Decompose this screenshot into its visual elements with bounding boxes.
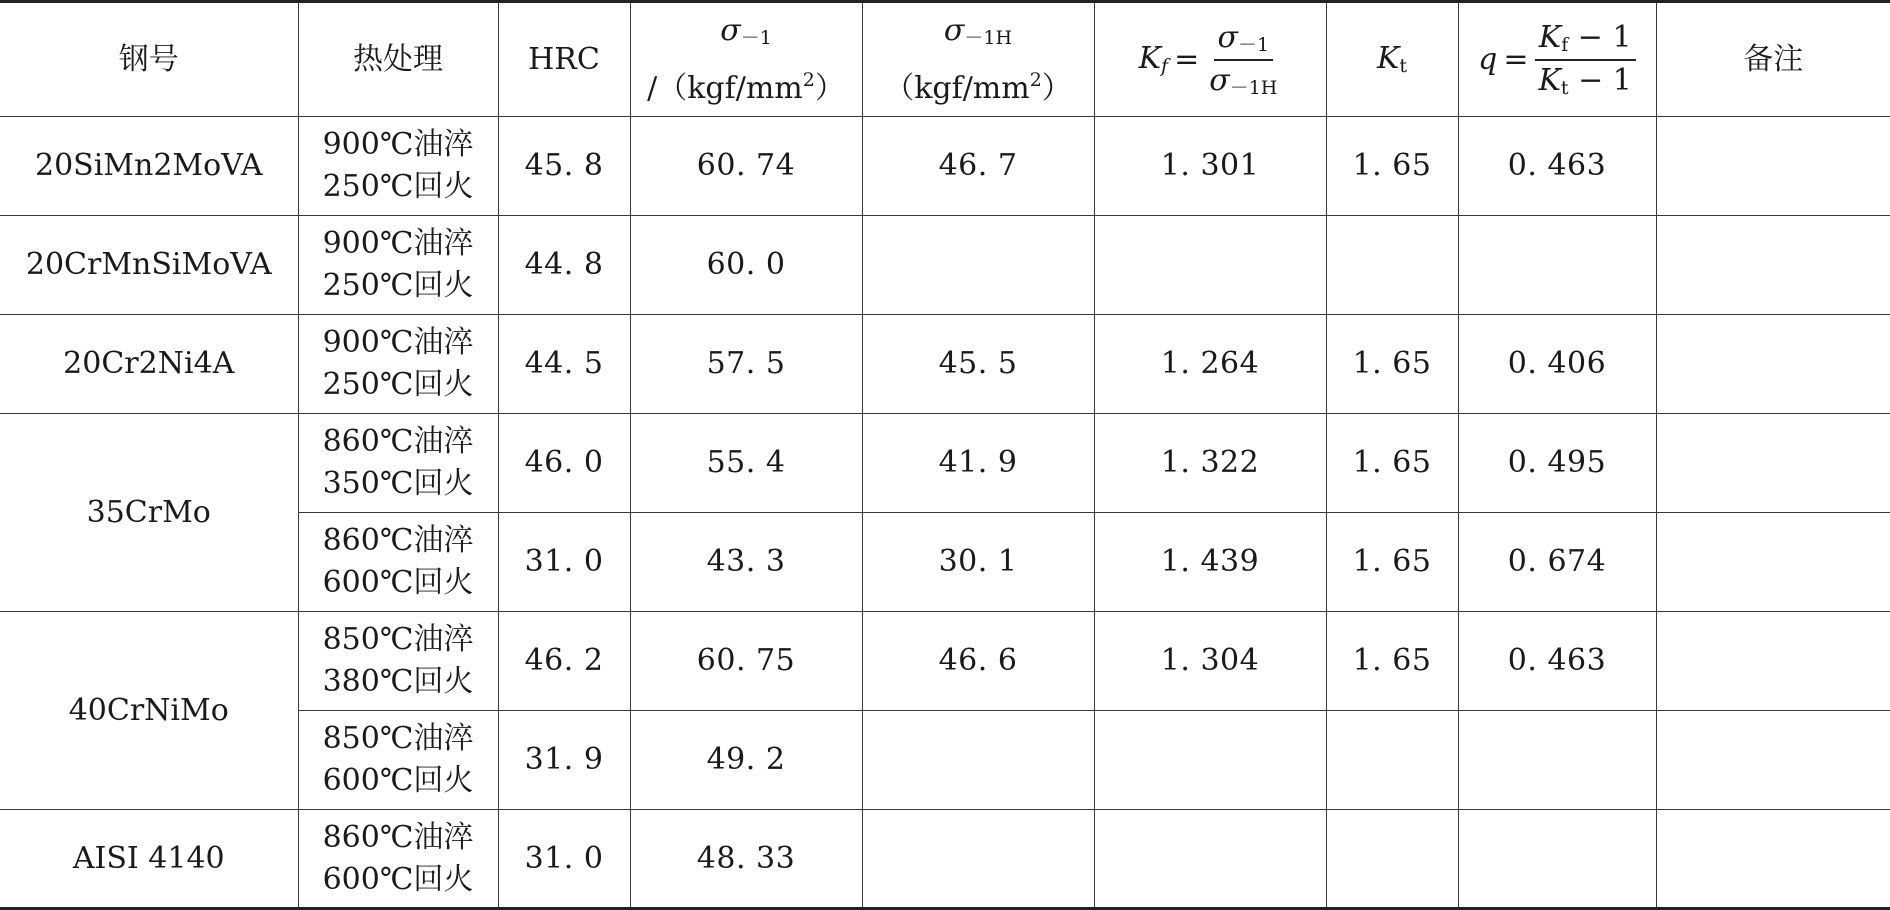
cell-sigma-1: 60. 75 [630,612,862,711]
table-row [0,216,1890,315]
cell-sigma-1h [862,711,1094,810]
cell-hrc: 31. 9 [498,711,630,810]
header-steel: 钢号 [0,2,298,117]
cell-steel: 35CrMo [0,414,298,612]
cell-hrc: 44. 8 [498,216,630,315]
header-sigma-1: $\sigma_{-1}$ $/(kgf/mm^2)$ [630,2,862,117]
header-sigma-1h: $\sigma_{-1H}$ $(kgf/mm^2)$ [862,2,1094,117]
cell-remark [1656,216,1890,315]
cell-kt [1326,810,1458,909]
cell-steel: 40CrNiMo [0,612,298,810]
cell-heat: 860℃油淬 600℃回火 [298,810,498,909]
cell-sigma-1h: 41. 9 [862,414,1094,513]
header-kt: $K_t$ [1326,2,1458,117]
table-row [0,315,1890,414]
table-row [0,810,1890,909]
cell-q: 0. 495 [1458,414,1656,513]
header-q-formula: q = $\frac{K_f - 1}{K_t - 1}$ [1458,2,1656,117]
cell-sigma-1h: 46. 7 [862,117,1094,216]
table-row [0,414,1890,513]
cell-heat: 860℃油淬 600℃回火 [298,513,498,612]
cell-hrc: 46. 0 [498,414,630,513]
cell-q: 0. 463 [1458,117,1656,216]
cell-kt: 1. 65 [1326,414,1458,513]
cell-q: 0. 463 [1458,612,1656,711]
cell-remark [1656,513,1890,612]
cell-kt: 1. 65 [1326,315,1458,414]
cell-kf [1094,216,1326,315]
cell-kf: 1. 439 [1094,513,1326,612]
cell-hrc: 31. 0 [498,810,630,909]
cell-sigma-1h [862,216,1094,315]
cell-remark [1656,117,1890,216]
cell-remark [1656,711,1890,810]
cell-sigma-1: 60. 0 [630,216,862,315]
cell-heat: 900℃油淬 250℃回火 [298,117,498,216]
cell-kf: 1. 264 [1094,315,1326,414]
cell-q [1458,216,1656,315]
header-kf-formula: $K_f$ = $\frac{\sigma_{-1}}{\sigma_{-1H}}$ [1094,2,1326,117]
cell-sigma-1h: 45. 5 [862,315,1094,414]
table-header-row [0,2,1890,117]
cell-sigma-1h: 30. 1 [862,513,1094,612]
cell-sigma-1: 55. 4 [630,414,862,513]
cell-hrc: 46. 2 [498,612,630,711]
cell-kt [1326,216,1458,315]
cell-q [1458,810,1656,909]
cell-steel: 20CrMnSiMoVA [0,216,298,315]
cell-heat: 860℃油淬 350℃回火 [298,414,498,513]
table-row [0,117,1890,216]
cell-hrc: 31. 0 [498,513,630,612]
cell-kt [1326,711,1458,810]
table-row [0,612,1890,711]
cell-sigma-1h: 46. 6 [862,612,1094,711]
cell-kf: 1. 322 [1094,414,1326,513]
cell-heat: 850℃油淬 600℃回火 [298,711,498,810]
cell-kt: 1. 65 [1326,612,1458,711]
cell-steel: 20Cr2Ni4A [0,315,298,414]
cell-sigma-1: 48. 33 [630,810,862,909]
cell-kf: 1. 301 [1094,117,1326,216]
header-heat-treatment: 热处理 [298,2,498,117]
cell-heat: 850℃油淬 380℃回火 [298,612,498,711]
cell-kt: 1. 65 [1326,117,1458,216]
cell-heat: 900℃油淬 250℃回火 [298,315,498,414]
cell-steel: AISI 4140 [0,810,298,909]
cell-q: 0. 406 [1458,315,1656,414]
cell-sigma-1: 49. 2 [630,711,862,810]
cell-kf [1094,711,1326,810]
cell-q [1458,711,1656,810]
cell-sigma-1: 57. 5 [630,315,862,414]
cell-steel: 20SiMn2MoVA [0,117,298,216]
cell-sigma-1: 60. 74 [630,117,862,216]
cell-kf [1094,810,1326,909]
cell-remark [1656,315,1890,414]
cell-remark [1656,612,1890,711]
cell-remark [1656,414,1890,513]
header-hrc: HRC [498,2,630,117]
cell-sigma-1: 43. 3 [630,513,862,612]
cell-kt: 1. 65 [1326,513,1458,612]
cell-remark [1656,810,1890,909]
cell-sigma-1h [862,810,1094,909]
cell-hrc: 45. 8 [498,117,630,216]
cell-hrc: 44. 5 [498,315,630,414]
cell-kf: 1. 304 [1094,612,1326,711]
header-remark: 备注 [1656,2,1890,117]
cell-heat: 900℃油淬 250℃回火 [298,216,498,315]
cell-q: 0. 674 [1458,513,1656,612]
